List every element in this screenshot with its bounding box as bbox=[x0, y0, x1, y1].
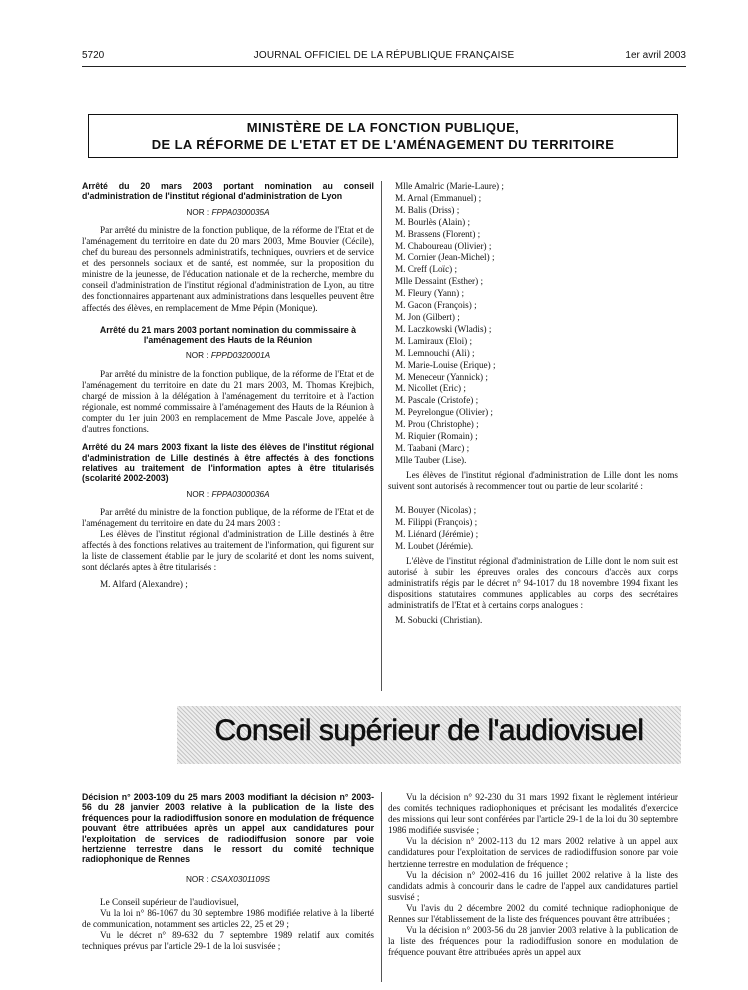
article-body: Les élèves de l'institut régional d'administration de Lille destinés à être affectés à des fonctions relatives au traitement de l'information, qui figurent sur la liste de classement établie par le jury de scolarité et dont les noms suivent, sont déclarés aptes à être titularisés : bbox=[82, 529, 374, 573]
article-title: Arrêté du 20 mars 2003 portant nomination au conseil d'administration de l'institut régional d'administration de Lyon bbox=[82, 181, 374, 202]
list-item: M. Liénard (Jérémie) ; bbox=[395, 528, 479, 539]
article-body: Vu la décision n° 92-230 du 31 mars 1992 fixant le règlement intérieur des comités techniques radiophoniques et précisant les modalités d'exercice des missions qui leur sont conférées par l'article 29-1 de la loi du 30 septembre 1986 modifiée susvisée ; bbox=[388, 792, 678, 836]
nor-reference bbox=[82, 874, 374, 885]
list-item: M. Creff (Loïc) ; bbox=[395, 264, 458, 275]
issue-date: 1er avril 2003 bbox=[625, 50, 686, 61]
list-item: M. Cornier (Jean-Michel) ; bbox=[395, 252, 495, 263]
list-item: M. Sobucki (Christian). bbox=[395, 615, 483, 626]
article-body: Vu la décision n° 2002-113 du 12 mars 2002 relative à un appel aux candidatures pour l'exploitation de services de radiodiffusion sonore par voie hertzienne terrestre en modulation de fréquence ; bbox=[388, 836, 678, 869]
list-item: M. Laczkowski (Wladis) ; bbox=[395, 323, 492, 334]
nor-reference bbox=[82, 207, 374, 218]
list-item: M. Fleury (Yann) ; bbox=[395, 288, 464, 299]
list-item: M. Bourlès (Alain) ; bbox=[395, 216, 471, 227]
article-body: Vu le décret n° 89-632 du 7 septembre 1989 relatif aux comités techniques prévus par l'article 29-1 de la loi susvisée ; bbox=[82, 930, 374, 952]
list-item: M. Lemnouchi (Ali) ; bbox=[395, 347, 475, 358]
article-body: L'élève de l'institut régional d'administration de Lille dont le nom suit est autorisé à subir les épreuves orales des concours d'accès aux corps administratifs régis par le décret n° 94-1017 du 18 novembre 1994 fixant les dispositions statutaires communes applicables au corps des secrétaires administratifs de l'Etat et à certains corps analogues : bbox=[388, 555, 678, 610]
ministry-heading-box bbox=[88, 114, 678, 158]
list-item: M. Arnal (Emmanuel) ; bbox=[395, 192, 482, 203]
list-item: M. Chaboureau (Olivier) ; bbox=[395, 240, 492, 251]
article-body: Vu l'avis du 2 décembre 2002 du comité technique radiophonique de Rennes sur l'établissement de la liste des fréquences pouvant être attribuées ; bbox=[388, 902, 678, 925]
journal-title: JOURNAL OFFICIEL DE LA RÉPUBLIQUE FRANÇAISE bbox=[253, 50, 515, 61]
article-body: Par arrêté du ministre de la fonction publique, de la réforme de l'Etat et de l'aménagement du territoire en date du 20 mars 2003, Mme Bouvier (Cécile), chef du bureau des personnels administratifs, techniques, ouvriers et de service et des personnels sociaux et de santé, est nommée, sur la proposition du ministre de la jeunesse, de l'éducation nationale et de la recherche, membre du conseil d'administration de l'institut régional d'administration de Lyon, au titre des fonctionnaires appartenant aux administrations dans lesquelles peuvent être affectés des élèves, en remplacement de Mme Pépin (Monique). bbox=[82, 224, 374, 313]
section-banner bbox=[177, 706, 681, 764]
nor-reference bbox=[82, 350, 374, 361]
list-item: M. Brassens (Florent) ; bbox=[395, 228, 481, 239]
ministry-heading-line2: DE LA RÉFORME DE L'ETAT ET DE L'AMÉNAGEMENT DU TERRITOIRE bbox=[151, 137, 615, 152]
right-column bbox=[388, 181, 678, 627]
section-banner-title: Conseil supérieur de l'audiovisuel bbox=[214, 714, 644, 747]
list-item: M. Lamiraux (Eloi) ; bbox=[395, 335, 473, 346]
page-number: 5720 bbox=[82, 50, 105, 61]
list-item: M. Jon (Gilbert) ; bbox=[395, 311, 460, 322]
nor-code: CSAX0301109S bbox=[211, 874, 271, 884]
left-column-lower bbox=[82, 792, 374, 952]
list-item: M. Alfard (Alexandre) ; bbox=[100, 579, 188, 590]
list-item: M. Bouyer (Nicolas) ; bbox=[395, 504, 477, 515]
list-item: M. Loubet (Jérémie). bbox=[395, 540, 474, 551]
column-divider bbox=[381, 792, 382, 982]
left-column bbox=[82, 181, 374, 591]
article-body: Vu la loi n° 86-1067 du 30 septembre 1986 modifiée relative à la liberté de communication, notamment ses articles 22, 25 et 29 ; bbox=[82, 908, 374, 930]
article-title: Arrêté du 21 mars 2003 portant nomination du commissaire à l'aménagement des Hauts de la Réunion bbox=[99, 324, 357, 346]
list-item: M. Taabani (Marc) ; bbox=[395, 442, 470, 453]
list-item: Mlle Dessaint (Esther) ; bbox=[395, 276, 484, 287]
list-item: M. Marie-Louise (Erique) ; bbox=[395, 359, 496, 370]
list-item: M. Peyrelongue (Olivier) ; bbox=[395, 407, 493, 418]
page-header bbox=[82, 50, 686, 64]
article-body: Vu la décision n° 2003-56 du 28 janvier 2003 relative à la publication de la liste des fréquences pour la radiodiffusion sonore en modulation de fréquence pouvant être attribuées après un appel aux bbox=[388, 925, 678, 958]
list-item: M. Balis (Driss) ; bbox=[395, 204, 460, 215]
list-item: M. Prou (Christophe) ; bbox=[395, 419, 479, 430]
article-body: Par arrêté du ministre de la fonction publique, de la réforme de l'Etat et de l'aménagement du territoire en date du 24 mars 2003 : bbox=[82, 506, 374, 528]
article-body: Vu la décision n° 2002-416 du 16 juillet 2002 relative à la liste des candidats admis à concourir dans le cadre de l'appel aux candidatures partiel susvisé ; bbox=[388, 869, 678, 902]
nor-label: NOR : bbox=[186, 207, 210, 217]
right-column-lower bbox=[388, 792, 678, 958]
list-item: M. Nicollet (Eric) ; bbox=[395, 383, 466, 394]
list-item: M. Pascale (Cristofe) ; bbox=[395, 395, 479, 406]
ministry-heading-line1: MINISTÈRE DE LA FONCTION PUBLIQUE, bbox=[246, 120, 520, 135]
list-item: M. Meneceur (Yannick) ; bbox=[395, 371, 488, 382]
article-body: Les élèves de l'institut régional d'administration de Lille dont les noms suivent sont autorisés à recommencer tout ou partie de leur scolarité : bbox=[388, 469, 678, 491]
header-rule bbox=[82, 66, 686, 67]
nor-reference bbox=[82, 489, 374, 500]
nor-label: NOR : bbox=[185, 351, 209, 361]
nor-label: NOR : bbox=[185, 874, 209, 884]
nor-code: FPPA0300036A bbox=[211, 489, 270, 499]
nor-code: FPPA0300035A bbox=[211, 207, 270, 217]
list-item: Mlle Amalric (Marie-Laure) ; bbox=[395, 181, 504, 191]
article-title: Décision n° 2003-109 du 25 mars 2003 modifiant la décision n° 2003-56 du 28 janvier 2003 relative à la publication de la liste des fréquences pour la radiodiffusion sonore en modulation de fréquence pouvant être attribuées après un appel aux candidatures pour l'exploitation de services de radiodiffusion sonore par voie hertzienne terrestre dans le ressort du comité technique radiophonique de Rennes bbox=[82, 792, 374, 865]
column-divider bbox=[381, 181, 382, 691]
list-item: M. Filippi (François) ; bbox=[395, 516, 478, 527]
nor-code: FPPD0320001A bbox=[210, 351, 271, 361]
nor-label: NOR : bbox=[186, 489, 210, 499]
list-item: M. Riquier (Romain) ; bbox=[395, 431, 478, 442]
names-list bbox=[388, 181, 678, 467]
article-body: Le Conseil supérieur de l'audiovisuel, bbox=[100, 896, 239, 907]
article-body: Par arrêté du ministre de la fonction publique, de la réforme de l'Etat et de l'aménagement du territoire en date du 21 mars 2003, M. Thomas Krejbich, chargé de mission à la délégation à l'aménagement du territoire et à l'action régionale, est nommé commissaire à l'aménagement des Hauts de la Réunion à compter du 1er juin 2003 en remplacement de Mme Pascale Jove, appelée à d'autres fonctions. bbox=[82, 368, 374, 435]
list-item: Mlle Tauber (Lise). bbox=[395, 454, 467, 465]
article-title: Arrêté du 24 mars 2003 fixant la liste des élèves de l'institut régional d'administration de Lille destinés à être affectés à des fonctions relatives au traitement de l'information aptes à être titularisés (scolarité 2002-2003) bbox=[82, 442, 374, 484]
list-item: M. Gacon (François) ; bbox=[395, 300, 477, 311]
